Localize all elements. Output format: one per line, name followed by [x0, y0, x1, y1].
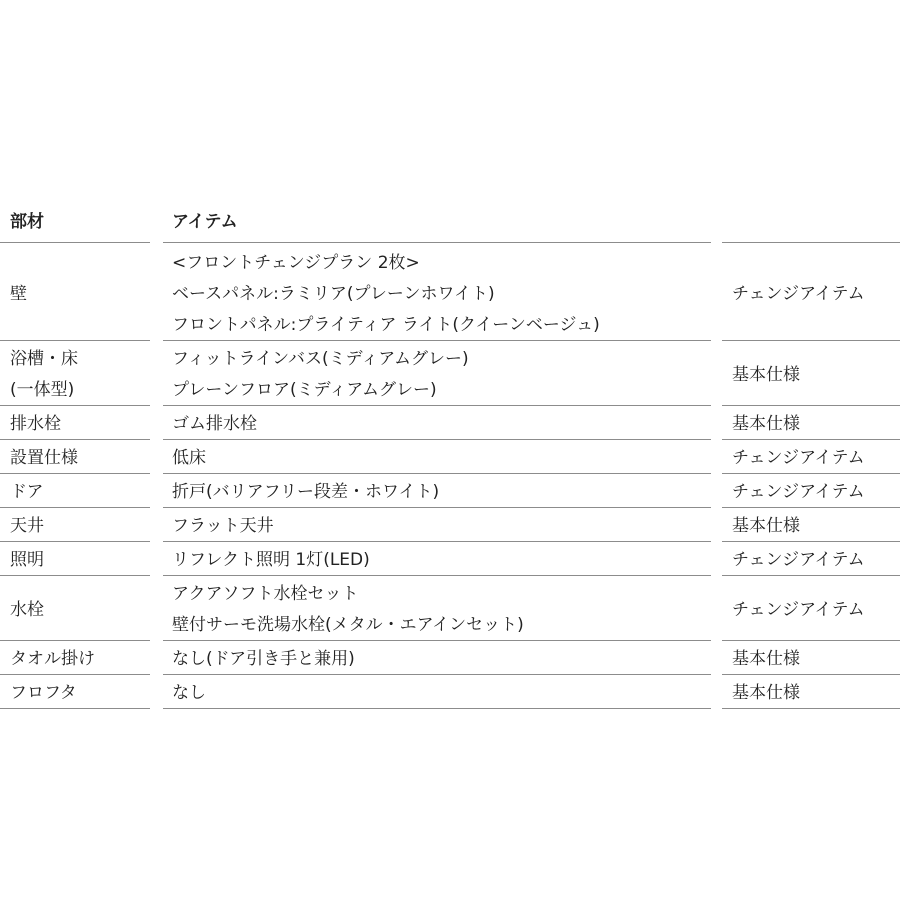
header-part: 部材	[10, 212, 44, 232]
table-row	[0, 340, 900, 404]
cell-item-line: なし	[172, 683, 206, 703]
cell-item-line: なし(ドア引き手と兼用)	[172, 649, 355, 669]
cell-part-line: (一体型)	[10, 380, 75, 400]
cell-spec: チェンジアイテム	[732, 550, 865, 570]
cell-item	[172, 409, 257, 440]
cell-item	[172, 678, 206, 709]
cell-part	[10, 279, 27, 310]
table-header	[0, 204, 900, 242]
table-row	[0, 674, 900, 707]
cell-part	[10, 344, 78, 406]
cell-item	[172, 644, 355, 675]
cell-item-line: ベースパネル:ラミリア(プレーンホワイト)	[172, 284, 495, 304]
header-item: アイテム	[172, 212, 238, 232]
cell-item-line: 折戸(バリアフリー段差・ホワイト)	[172, 482, 440, 502]
cell-part	[10, 595, 44, 626]
row-divider	[163, 708, 711, 709]
cell-part	[10, 644, 95, 675]
cell-item-line: ゴム排水栓	[172, 414, 257, 434]
cell-part-line: 浴槽・床	[10, 349, 78, 369]
cell-spec: 基本仕様	[732, 649, 800, 669]
cell-spec: チェンジアイテム	[732, 599, 865, 620]
header-rule-part	[0, 242, 150, 243]
cell-item-line: 壁付サーモ洗場水栓(メタル・エアインセット)	[172, 615, 524, 635]
cell-item	[172, 248, 600, 341]
cell-part-line: 水栓	[10, 599, 44, 620]
cell-item-line: <フロントチェンジプラン 2枚>	[172, 253, 420, 273]
cell-item	[172, 511, 274, 542]
cell-spec: 基本仕様	[732, 364, 800, 385]
cell-part-line: 排水栓	[10, 414, 61, 434]
cell-item	[172, 579, 524, 641]
cell-part	[10, 678, 77, 709]
table-row	[0, 507, 900, 540]
cell-item-line: アクアソフト水栓セット	[172, 584, 359, 604]
row-divider	[0, 708, 150, 709]
cell-part-line: タオル掛け	[10, 649, 95, 669]
cell-item	[172, 443, 206, 474]
cell-part	[10, 545, 44, 576]
cell-item	[172, 344, 469, 406]
cell-part-line: ドア	[10, 482, 44, 502]
table-row	[0, 405, 900, 438]
cell-item	[172, 545, 370, 576]
table-row	[0, 439, 900, 472]
cell-item-line: フロントパネル:プライティア ライト(クイーンベージュ)	[172, 315, 600, 335]
table-row	[0, 473, 900, 506]
header-rule-item	[163, 242, 711, 243]
cell-item-line: 低床	[172, 448, 206, 468]
cell-part-line: 壁	[10, 284, 27, 304]
table-row	[0, 244, 900, 339]
cell-spec: チェンジアイテム	[732, 482, 865, 502]
cell-item	[172, 477, 439, 508]
cell-spec: 基本仕様	[732, 683, 800, 703]
cell-spec: 基本仕様	[732, 516, 800, 536]
cell-item-line: リフレクト照明 1灯(LED)	[172, 550, 370, 570]
cell-item-line: プレーンフロア(ミディアムグレー)	[172, 380, 437, 400]
cell-item-line: フラット天井	[172, 516, 274, 536]
table-row	[0, 541, 900, 574]
cell-item-line: フィットラインバス(ミディアムグレー)	[172, 349, 469, 369]
cell-spec: チェンジアイテム	[732, 284, 865, 304]
spec-table	[0, 204, 900, 703]
cell-part-line: 設置仕様	[10, 448, 78, 468]
cell-part-line: 天井	[10, 516, 44, 536]
cell-part	[10, 477, 44, 508]
cell-spec: チェンジアイテム	[732, 448, 865, 468]
header-rule-spec	[722, 242, 900, 243]
cell-part-line: 照明	[10, 550, 44, 570]
table-row	[0, 640, 900, 673]
cell-part	[10, 409, 61, 440]
cell-part	[10, 511, 44, 542]
cell-part	[10, 443, 78, 474]
cell-part-line: フロフタ	[10, 683, 77, 703]
table-row	[0, 575, 900, 639]
row-divider	[722, 708, 900, 709]
cell-spec: 基本仕様	[732, 414, 800, 434]
